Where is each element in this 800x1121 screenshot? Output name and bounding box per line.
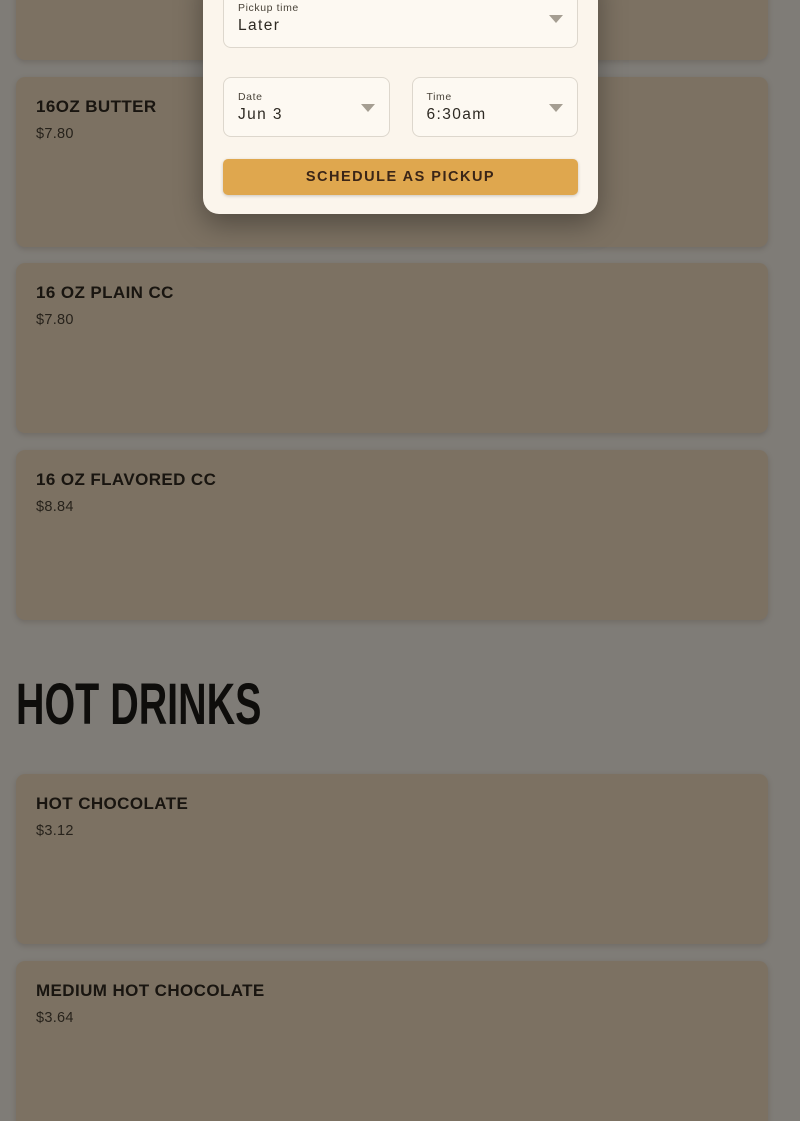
time-label: Time xyxy=(426,91,452,103)
time-value: 6:30am xyxy=(426,106,487,123)
date-value: Jun 3 xyxy=(238,106,283,123)
date-time-row xyxy=(223,77,578,137)
date-select[interactable] xyxy=(223,77,390,137)
schedule-as-pickup-button[interactable]: SCHEDULE AS PICKUP xyxy=(223,159,578,195)
time-select[interactable] xyxy=(412,77,579,137)
chevron-down-icon xyxy=(549,104,563,112)
schedule-pickup-modal xyxy=(203,0,598,214)
chevron-down-icon xyxy=(549,15,563,23)
pickup-time-select[interactable] xyxy=(223,0,578,48)
chevron-down-icon xyxy=(361,104,375,112)
pickup-time-label: Pickup time xyxy=(238,2,299,14)
date-label: Date xyxy=(238,91,263,103)
pickup-time-value: Later xyxy=(238,17,281,34)
